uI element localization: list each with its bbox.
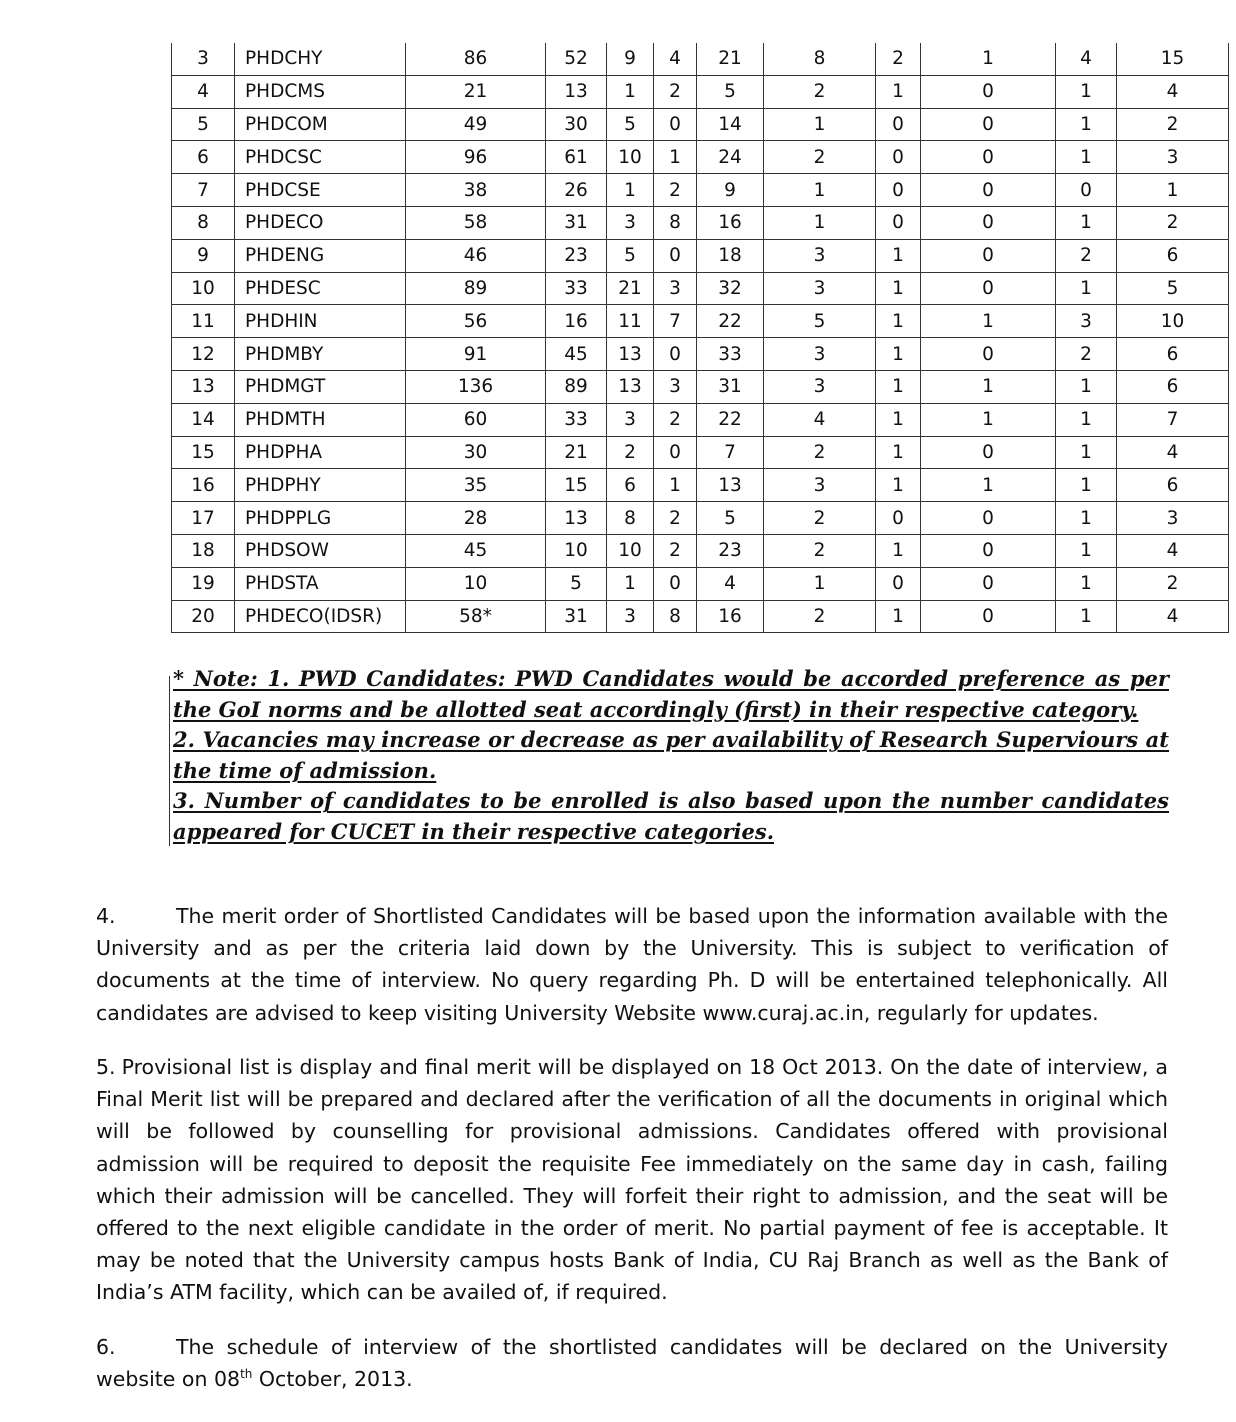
table-row: [172, 338, 1229, 371]
seat-count-cell: 35: [406, 469, 546, 502]
seat-count-cell: 1: [764, 206, 876, 239]
ordinal-suffix: th: [240, 1367, 253, 1382]
seat-count-cell: 2: [607, 436, 654, 469]
seat-count-cell: 0: [921, 502, 1056, 535]
seat-count-cell: 1: [1056, 370, 1117, 403]
seat-count-cell: 22: [697, 403, 764, 436]
seat-count-cell: 5: [764, 305, 876, 338]
seat-count-cell: 1: [921, 370, 1056, 403]
course-code-cell: PHDESC: [235, 272, 406, 305]
seat-count-cell: 2: [654, 502, 697, 535]
table-row: [172, 272, 1229, 305]
table-row: [172, 43, 1229, 75]
row-number-cell: 19: [172, 567, 235, 600]
paragraph-5: [96, 1051, 1168, 1309]
course-code-cell: PHDECO(IDSR): [235, 600, 406, 633]
paragraph-6-text-end: October, 2013.: [252, 1367, 413, 1392]
seat-count-cell: 1: [876, 239, 921, 272]
seat-count-cell: 0: [921, 141, 1056, 174]
seat-count-cell: 5: [697, 502, 764, 535]
seat-count-cell: 0: [876, 567, 921, 600]
seat-count-cell: 58: [406, 206, 546, 239]
seat-count-cell: 0: [921, 206, 1056, 239]
row-number-cell: 17: [172, 502, 235, 535]
seat-count-cell: 18: [697, 239, 764, 272]
table-row: [172, 75, 1229, 108]
seat-count-cell: 2: [1117, 108, 1229, 141]
seat-count-cell: 2: [1117, 567, 1229, 600]
seat-count-cell: 1: [764, 108, 876, 141]
seat-count-cell: 21: [607, 272, 654, 305]
seat-count-cell: 89: [406, 272, 546, 305]
course-code-cell: PHDECO: [235, 206, 406, 239]
seat-count-cell: 3: [764, 272, 876, 305]
seat-count-cell: 2: [1056, 338, 1117, 371]
seat-count-cell: 16: [546, 305, 607, 338]
seat-count-cell: 96: [406, 141, 546, 174]
seat-count-cell: 0: [654, 567, 697, 600]
seat-count-cell: 1: [876, 600, 921, 633]
seat-count-cell: 2: [764, 502, 876, 535]
seat-count-cell: 2: [764, 534, 876, 567]
note-3-text: 3. Number of candidates to be enrolled is also based upon the number candidates appeared for CUCET in their respective categories.: [173, 788, 1169, 844]
seat-count-cell: 0: [876, 206, 921, 239]
seat-count-cell: 4: [1117, 534, 1229, 567]
course-code-cell: PHDCSC: [235, 141, 406, 174]
seat-count-cell: 24: [697, 141, 764, 174]
table-row: [172, 502, 1229, 535]
seat-count-cell: 33: [697, 338, 764, 371]
seat-count-cell: 1: [1056, 534, 1117, 567]
row-number-cell: 6: [172, 141, 235, 174]
seat-count-cell: 7: [1117, 403, 1229, 436]
course-code-cell: PHDCSE: [235, 174, 406, 207]
seat-count-cell: 56: [406, 305, 546, 338]
seat-count-cell: 2: [654, 534, 697, 567]
seat-count-cell: 1: [1056, 502, 1117, 535]
seat-count-cell: 1: [921, 43, 1056, 75]
seat-count-cell: 1: [1117, 174, 1229, 207]
seat-count-cell: 0: [921, 436, 1056, 469]
paragraph-4: [96, 900, 1168, 1029]
seat-count-cell: 1: [607, 174, 654, 207]
table-row: [172, 174, 1229, 207]
seat-count-cell: 91: [406, 338, 546, 371]
course-code-cell: PHDHIN: [235, 305, 406, 338]
seat-count-cell: 10: [1117, 305, 1229, 338]
seat-count-cell: 3: [764, 239, 876, 272]
paragraph-4-number: 4.: [96, 904, 116, 928]
seat-count-cell: 22: [697, 305, 764, 338]
seat-count-cell: 0: [654, 108, 697, 141]
seat-count-cell: 10: [607, 534, 654, 567]
row-number-cell: 14: [172, 403, 235, 436]
seat-count-cell: 13: [546, 502, 607, 535]
seat-count-cell: 0: [654, 436, 697, 469]
seat-count-cell: 31: [546, 600, 607, 633]
seat-count-cell: 13: [607, 370, 654, 403]
paragraph-6: [96, 1331, 1168, 1395]
seat-count-cell: 3: [654, 272, 697, 305]
note-3: [173, 786, 1169, 847]
seat-count-cell: 1: [1056, 206, 1117, 239]
note-1: [173, 664, 1169, 725]
table-row: [172, 567, 1229, 600]
row-number-cell: 5: [172, 108, 235, 141]
seat-count-cell: 4: [1117, 436, 1229, 469]
seat-count-cell: 60: [406, 403, 546, 436]
seat-count-cell: 136: [406, 370, 546, 403]
seat-count-cell: 2: [654, 174, 697, 207]
table-row: [172, 108, 1229, 141]
seat-count-cell: 0: [921, 272, 1056, 305]
seat-count-cell: 3: [764, 469, 876, 502]
paragraph-6-number: 6.: [96, 1335, 116, 1359]
seat-count-cell: 23: [697, 534, 764, 567]
paragraph-5-text: Provisional list is display and final merit will be displayed on 18 Oct 2013. On the date of interview, a Final Merit list will be prepared and declared after the verification of all the documents in original which will be followed by counselling for provisional admissions. Candidates offered with provisional admission will be required to deposit the requisite Fee immediately on the same day in cash, failing which their admission will be cancelled. They will forfeit their right to admission, and the seat will be offered to the next eligible candidate in the order of merit. No partial payment of fee is acceptable. It may be noted that the University campus hosts Bank of India, CU Raj Branch as well as the Bank of India’s ATM facility, which can be availed of, if required.: [96, 1055, 1168, 1305]
seat-count-cell: 3: [654, 370, 697, 403]
seat-count-cell: 1: [1056, 436, 1117, 469]
row-number-cell: 13: [172, 370, 235, 403]
seat-count-cell: 1: [921, 305, 1056, 338]
seat-count-cell: 13: [697, 469, 764, 502]
seat-count-cell: 21: [546, 436, 607, 469]
seat-count-cell: 4: [654, 43, 697, 75]
seat-count-cell: 8: [607, 502, 654, 535]
seat-count-cell: 2: [876, 43, 921, 75]
seat-count-cell: 1: [876, 272, 921, 305]
row-number-cell: 12: [172, 338, 235, 371]
seat-count-cell: 0: [921, 567, 1056, 600]
seat-count-cell: 1: [876, 338, 921, 371]
seat-count-cell: 1: [876, 534, 921, 567]
seat-count-cell: 1: [921, 403, 1056, 436]
course-code-cell: PHDMGT: [235, 370, 406, 403]
table-row: [172, 469, 1229, 502]
seat-count-cell: 10: [406, 567, 546, 600]
seat-count-cell: 0: [876, 108, 921, 141]
row-number-cell: 10: [172, 272, 235, 305]
table-row: [172, 600, 1229, 633]
seat-count-cell: 86: [406, 43, 546, 75]
seat-count-cell: 0: [921, 108, 1056, 141]
seat-count-cell: 45: [546, 338, 607, 371]
seat-count-cell: 1: [1056, 469, 1117, 502]
seat-count-cell: 1: [876, 370, 921, 403]
seat-count-cell: 21: [406, 75, 546, 108]
seat-count-cell: 31: [697, 370, 764, 403]
seat-count-cell: 1: [1056, 272, 1117, 305]
seat-count-cell: 3: [607, 403, 654, 436]
row-number-cell: 8: [172, 206, 235, 239]
seat-count-cell: 33: [546, 272, 607, 305]
seat-matrix-table: [171, 43, 1229, 633]
seat-count-cell: 3: [764, 338, 876, 371]
seat-count-cell: 10: [607, 141, 654, 174]
seat-count-cell: 2: [1056, 239, 1117, 272]
seat-count-cell: 3: [607, 206, 654, 239]
seat-count-cell: 13: [546, 75, 607, 108]
seat-count-cell: 1: [654, 469, 697, 502]
seat-count-cell: 7: [654, 305, 697, 338]
note-2: [173, 725, 1169, 786]
seat-count-cell: 0: [921, 239, 1056, 272]
seat-count-cell: 0: [876, 174, 921, 207]
table-row: [172, 239, 1229, 272]
seat-count-cell: 23: [546, 239, 607, 272]
seat-count-cell: 1: [876, 305, 921, 338]
course-code-cell: PHDMBY: [235, 338, 406, 371]
seat-count-cell: 10: [546, 534, 607, 567]
seat-count-cell: 9: [607, 43, 654, 75]
seat-count-cell: 49: [406, 108, 546, 141]
row-number-cell: 16: [172, 469, 235, 502]
seat-count-cell: 3: [1056, 305, 1117, 338]
seat-count-cell: 4: [1117, 75, 1229, 108]
seat-count-cell: 1: [654, 141, 697, 174]
seat-count-cell: 30: [546, 108, 607, 141]
notes-block: [173, 664, 1169, 848]
seat-count-cell: 4: [697, 567, 764, 600]
seat-count-cell: 2: [764, 436, 876, 469]
seat-count-cell: 1: [607, 75, 654, 108]
row-number-cell: 11: [172, 305, 235, 338]
seat-count-cell: 1: [764, 567, 876, 600]
row-number-cell: 9: [172, 239, 235, 272]
table-body: [172, 43, 1229, 633]
seat-count-cell: 45: [406, 534, 546, 567]
seat-count-cell: 0: [876, 141, 921, 174]
seat-count-cell: 6: [1117, 338, 1229, 371]
course-code-cell: PHDSOW: [235, 534, 406, 567]
seat-count-cell: 32: [697, 272, 764, 305]
seat-count-cell: 0: [654, 338, 697, 371]
row-number-cell: 15: [172, 436, 235, 469]
course-code-cell: PHDCOM: [235, 108, 406, 141]
seat-count-cell: 4: [764, 403, 876, 436]
seat-count-cell: 2: [654, 403, 697, 436]
seat-count-cell: 28: [406, 502, 546, 535]
seat-count-cell: 15: [546, 469, 607, 502]
course-code-cell: PHDENG: [235, 239, 406, 272]
seat-count-cell: 8: [654, 600, 697, 633]
paragraph-6-text: The schedule of interview of the shortlisted candidates will be declared on the University website on 08: [96, 1335, 1168, 1392]
seat-count-cell: 5: [546, 567, 607, 600]
seat-count-cell: 4: [1056, 43, 1117, 75]
seat-count-cell: 3: [1117, 502, 1229, 535]
seat-count-cell: 1: [921, 469, 1056, 502]
seat-count-cell: 2: [1117, 206, 1229, 239]
seat-count-cell: 8: [764, 43, 876, 75]
course-code-cell: PHDSTA: [235, 567, 406, 600]
seat-count-cell: 6: [1117, 239, 1229, 272]
seat-count-cell: 0: [921, 600, 1056, 633]
seat-count-cell: 1: [607, 567, 654, 600]
seat-count-cell: 31: [546, 206, 607, 239]
seat-count-cell: 0: [1056, 174, 1117, 207]
seat-count-cell: 7: [697, 436, 764, 469]
seat-count-cell: 1: [1056, 403, 1117, 436]
seat-count-cell: 8: [654, 206, 697, 239]
seat-count-cell: 14: [697, 108, 764, 141]
row-number-cell: 3: [172, 43, 235, 75]
note-border-line: [169, 676, 170, 846]
seat-count-cell: 1: [1056, 600, 1117, 633]
seat-count-cell: 6: [1117, 370, 1229, 403]
seat-count-cell: 1: [1056, 567, 1117, 600]
seat-count-cell: 6: [1117, 469, 1229, 502]
seat-count-cell: 21: [697, 43, 764, 75]
table-row: [172, 534, 1229, 567]
seat-count-cell: 0: [921, 75, 1056, 108]
seat-count-cell: 5: [697, 75, 764, 108]
seat-count-cell: 30: [406, 436, 546, 469]
seat-count-cell: 1: [1056, 75, 1117, 108]
table-row: [172, 403, 1229, 436]
table-row: [172, 206, 1229, 239]
seat-count-cell: 13: [607, 338, 654, 371]
table-row: [172, 305, 1229, 338]
seat-count-cell: 2: [764, 75, 876, 108]
seat-count-cell: 3: [764, 370, 876, 403]
seat-count-cell: 4: [1117, 600, 1229, 633]
seat-count-cell: 46: [406, 239, 546, 272]
row-number-cell: 4: [172, 75, 235, 108]
seat-count-cell: 5: [607, 239, 654, 272]
note-2-text: 2. Vacancies may increase or decrease as per availability of Research Superviours at the time of admission.: [173, 727, 1169, 783]
seat-count-cell: 16: [697, 206, 764, 239]
seat-count-cell: 5: [607, 108, 654, 141]
seat-count-cell: 1: [876, 403, 921, 436]
note-1-text: * Note: 1. PWD Candidates: PWD Candidates would be accorded preference as per the GoI norms and be allotted seat accordingly (first) in their respective category.: [173, 666, 1169, 722]
course-code-cell: PHDPHY: [235, 469, 406, 502]
seat-count-cell: 61: [546, 141, 607, 174]
seat-count-cell: 0: [654, 239, 697, 272]
course-code-cell: PHDMTH: [235, 403, 406, 436]
table-row: [172, 436, 1229, 469]
seat-count-cell: 1: [764, 174, 876, 207]
row-number-cell: 20: [172, 600, 235, 633]
seat-count-cell: 5: [1117, 272, 1229, 305]
seat-count-cell: 58*: [406, 600, 546, 633]
table-row: [172, 141, 1229, 174]
seat-count-cell: 1: [876, 75, 921, 108]
seat-count-cell: 1: [1056, 141, 1117, 174]
seat-count-cell: 15: [1117, 43, 1229, 75]
paragraph-4-text: The merit order of Shortlisted Candidates will be based upon the information available with the University and as per the criteria laid down by the University. This is subject to verification of documents at the time of interview. No query regarding Ph. D will be entertained telephonically. All candidates are advised to keep visiting University Website www.curaj.ac.in, regularly for updates.: [96, 904, 1168, 1025]
row-number-cell: 7: [172, 174, 235, 207]
course-code-cell: PHDPHA: [235, 436, 406, 469]
seat-count-cell: 0: [921, 534, 1056, 567]
seat-count-cell: 16: [697, 600, 764, 633]
seat-count-cell: 0: [876, 502, 921, 535]
course-code-cell: PHDCMS: [235, 75, 406, 108]
seat-count-cell: 1: [876, 436, 921, 469]
seat-count-cell: 2: [764, 141, 876, 174]
seat-count-cell: 38: [406, 174, 546, 207]
seat-count-cell: 0: [921, 338, 1056, 371]
seat-count-cell: 2: [654, 75, 697, 108]
seat-count-cell: 2: [764, 600, 876, 633]
seat-count-cell: 33: [546, 403, 607, 436]
table-row: [172, 370, 1229, 403]
row-number-cell: 18: [172, 534, 235, 567]
seat-count-cell: 9: [697, 174, 764, 207]
seat-count-cell: 0: [921, 174, 1056, 207]
seat-count-cell: 6: [607, 469, 654, 502]
seat-count-cell: 26: [546, 174, 607, 207]
course-code-cell: PHDCHY: [235, 43, 406, 75]
seat-count-cell: 89: [546, 370, 607, 403]
seat-count-cell: 1: [1056, 108, 1117, 141]
paragraph-5-number: 5.: [96, 1055, 116, 1079]
seat-count-cell: 11: [607, 305, 654, 338]
seat-count-cell: 52: [546, 43, 607, 75]
course-code-cell: PHDPPLG: [235, 502, 406, 535]
seat-count-cell: 3: [1117, 141, 1229, 174]
seat-count-cell: 1: [876, 469, 921, 502]
seat-count-cell: 3: [607, 600, 654, 633]
